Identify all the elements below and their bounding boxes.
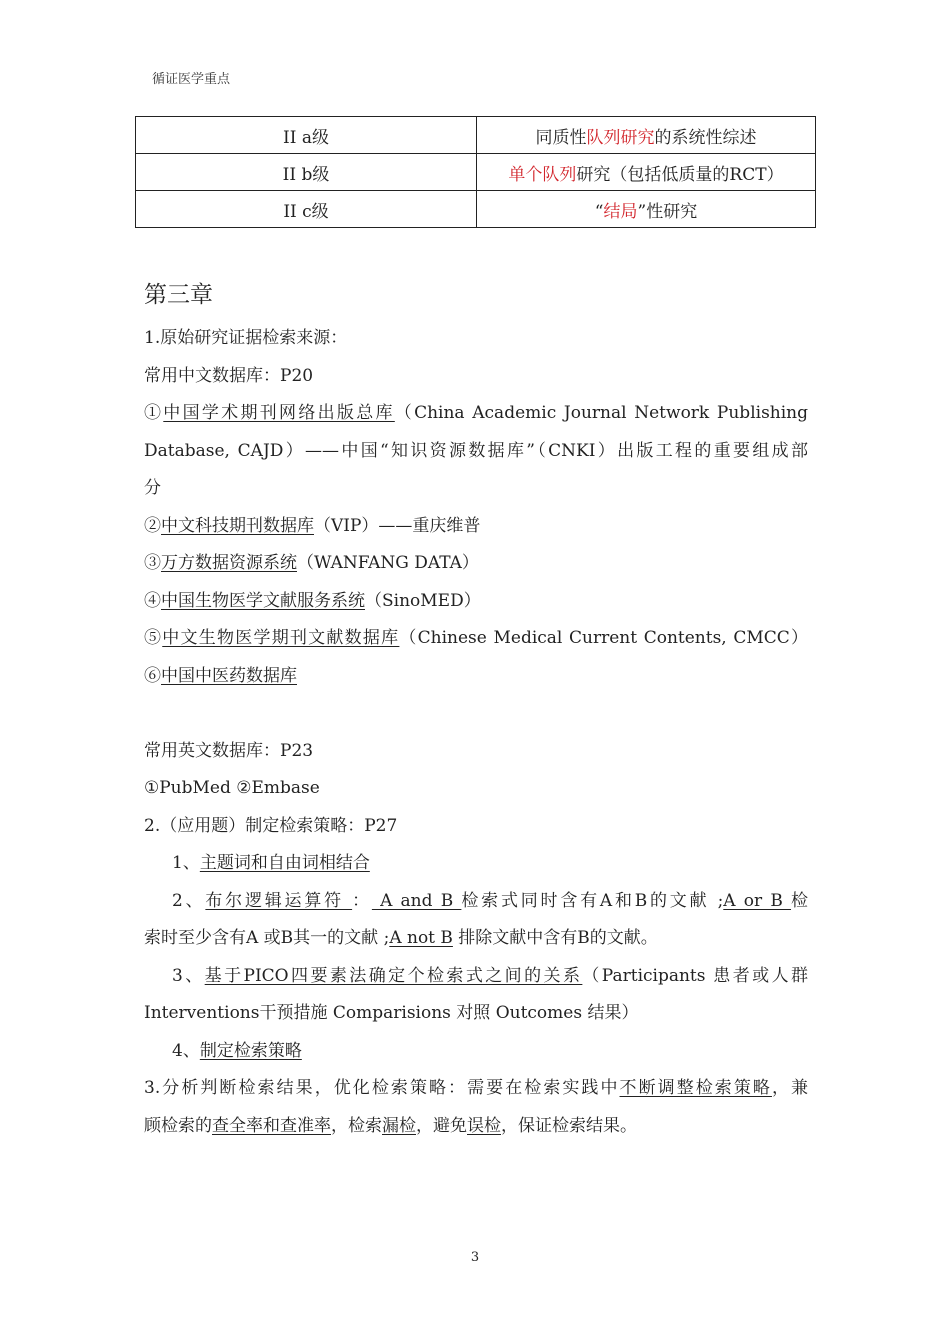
table-row bbox=[136, 117, 816, 154]
list-item: ⑤中文生物医学期刊文献数据库（Chinese Medical Current Contents, CMCC） bbox=[144, 628, 809, 648]
description-cell: “结局”性研究 bbox=[477, 191, 816, 228]
chapter-title: 第三章 bbox=[144, 282, 213, 308]
level-cell: II b级 bbox=[136, 154, 477, 191]
level-cell: II a级 bbox=[136, 117, 477, 154]
list-item-continued: Database, CAJD）——中国“知识资源数据库”（CNKI）出版工程的重要组成部 bbox=[144, 440, 808, 461]
section-2-title: 2.（应用题）制定检索策略：P27 bbox=[144, 815, 398, 836]
strategy-item: 4、制定检索策略 bbox=[172, 1040, 302, 1061]
description-cell: 同质性队列研究的系统性综述 bbox=[477, 117, 816, 154]
evidence-level-table bbox=[135, 116, 816, 228]
list-item: ①中国学术期刊网络出版总库（China Academic Journal Network Publishing bbox=[144, 403, 809, 423]
table-row bbox=[136, 191, 816, 228]
list-item: ③万方数据资源系统（WANFANG DATA） bbox=[144, 553, 479, 573]
table-row bbox=[136, 154, 816, 191]
english-db-label: 常用英文数据库：P23 bbox=[144, 740, 314, 761]
list-item: ⑥中国中医药数据库 bbox=[144, 665, 297, 686]
list-item: ②中文科技期刊数据库（VIP）——重庆维普 bbox=[144, 515, 481, 536]
english-db-list: ①PubMed ②Embase bbox=[144, 778, 320, 798]
list-item: ④中国生物医学文献服务系统（SinoMED） bbox=[144, 590, 481, 611]
chinese-db-label: 常用中文数据库：P20 bbox=[144, 365, 314, 386]
strategy-item: 3、基于PICO四要素法确定个检索式之间的关系（Participants 患者或人群 bbox=[172, 965, 808, 986]
page-header: 循证医学重点 bbox=[152, 72, 231, 87]
section-3-paragraph: 3.分析判断检索结果，优化检索策略：需要在检索实践中不断调整检索策略，兼 bbox=[144, 1078, 809, 1098]
page-number: 3 bbox=[470, 1250, 480, 1265]
strategy-item-continued: 索时至少含有A 或B其一的文献 ;A not B 排除文献中含有B的文献。 bbox=[144, 928, 658, 948]
strategy-item-continued: Interventions干预措施 Comparisions 对照 Outcomes 结果） bbox=[144, 1003, 639, 1023]
strategy-item: 1、主题词和自由词相结合 bbox=[172, 853, 370, 873]
chapter-content bbox=[144, 320, 808, 1145]
strategy-item: 2、布尔逻辑运算符 ： A and B 检索式同时含有A和B的文献 ;A or B 检 bbox=[172, 890, 808, 911]
list-item-continued: 分 bbox=[144, 478, 161, 498]
level-cell: II c级 bbox=[136, 191, 477, 228]
section-1-title: 1.原始研究证据检索来源： bbox=[144, 328, 348, 348]
section-3-paragraph-continued: 顾检索的查全率和查准率，检索漏检，避免误检，保证检索结果。 bbox=[144, 1115, 637, 1136]
description-cell: 单个队列研究（包括低质量的RCT） bbox=[477, 154, 816, 191]
